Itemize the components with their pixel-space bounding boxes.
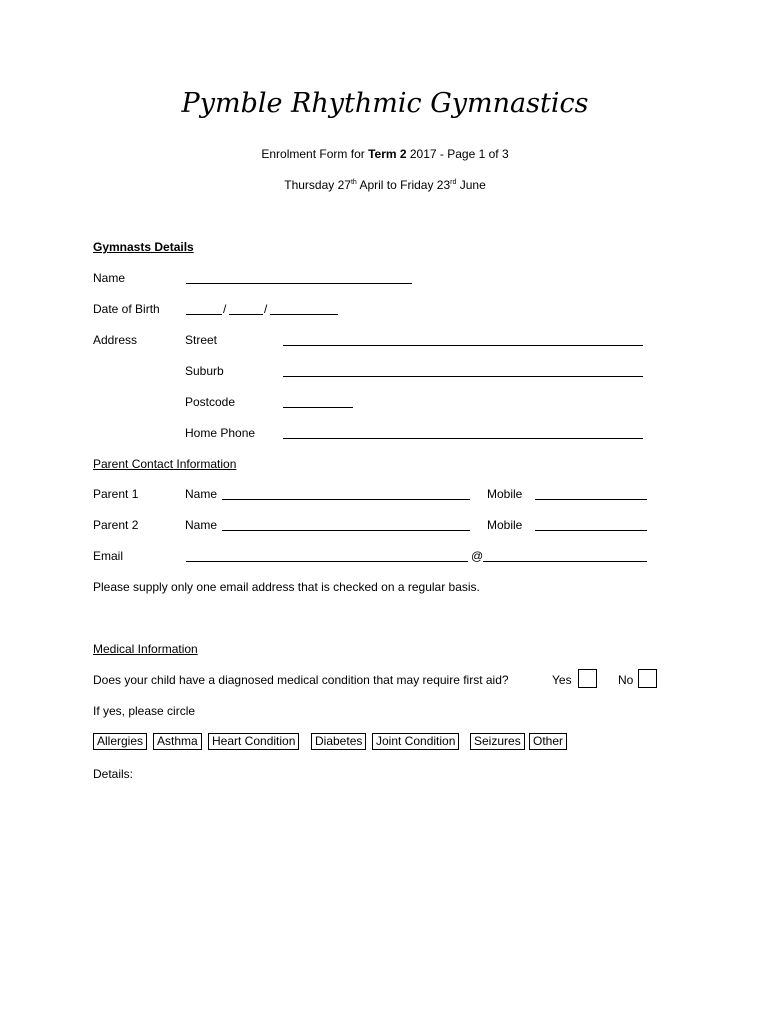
street-label: Street [185, 333, 218, 347]
yes-label: Yes [552, 673, 572, 687]
email-domain-field[interactable] [483, 550, 647, 562]
parent1-mobile-field[interactable] [535, 488, 647, 500]
option-seizures[interactable]: Seizures [470, 733, 525, 750]
medical-heading: Medical Information [93, 642, 198, 656]
option-asthma[interactable]: Asthma [153, 733, 202, 750]
postcode-field[interactable] [283, 396, 353, 408]
dates-part2: April to Friday 23 [356, 178, 451, 192]
suburb-field[interactable] [283, 365, 643, 377]
parent1-name-field[interactable] [222, 488, 470, 500]
address-label: Address [93, 333, 138, 347]
dates-sup2: rd [450, 179, 457, 186]
email-at-sign: @ [471, 549, 484, 563]
street-field[interactable] [283, 334, 643, 346]
dob-label: Date of Birth [93, 302, 160, 316]
parent2-name-label: Name [185, 518, 218, 532]
option-joint-condition[interactable]: Joint Condition [372, 733, 459, 750]
parent2-mobile-field[interactable] [535, 519, 647, 531]
dob-day-field[interactable] [186, 303, 222, 315]
no-label: No [618, 673, 634, 687]
parent1-name-label: Name [185, 487, 218, 501]
option-diabetes[interactable]: Diabetes [311, 733, 366, 750]
postcode-label: Postcode [185, 395, 236, 409]
email-user-field[interactable] [186, 550, 468, 562]
parent2-name-field[interactable] [222, 519, 470, 531]
yes-checkbox[interactable] [578, 669, 597, 688]
home-phone-field[interactable] [283, 427, 643, 439]
subtitle-suffix: 2017 - Page 1 of 3 [406, 147, 509, 161]
dates-sup1: th [350, 179, 357, 186]
term-dates [0, 177, 770, 193]
gymnast-name-label: Name [93, 271, 126, 285]
parent-contact-heading: Parent Contact Information [93, 457, 237, 471]
subtitle-prefix: Enrolment Form for [261, 147, 369, 161]
dob-separator: / [264, 302, 268, 316]
suburb-label: Suburb [185, 364, 224, 378]
dob-year-field[interactable] [270, 303, 338, 315]
email-label: Email [93, 549, 124, 563]
gymnast-name-field[interactable] [186, 272, 412, 284]
dob-separator: / [223, 302, 227, 316]
dates-part3: June [456, 178, 486, 192]
subtitle-term: Term 2 [368, 147, 407, 161]
option-allergies[interactable]: Allergies [93, 733, 147, 750]
details-label: Details: [93, 767, 134, 781]
dob-month-field[interactable] [229, 303, 263, 315]
parent2-label: Parent 2 [93, 518, 139, 532]
form-title: Pymble Rhythmic Gymnastics [181, 88, 589, 119]
medical-question: Does your child have a diagnosed medical condition that may require first aid? [93, 673, 509, 687]
circle-prompt: If yes, please circle [93, 704, 196, 718]
option-heart-condition[interactable]: Heart Condition [208, 733, 299, 750]
parent2-mobile-label: Mobile [487, 518, 523, 532]
parent1-label: Parent 1 [93, 487, 139, 501]
form-subtitle [0, 146, 770, 162]
option-other[interactable]: Other [529, 733, 567, 750]
parent1-mobile-label: Mobile [487, 487, 523, 501]
no-checkbox[interactable] [638, 669, 657, 688]
gymnast-details-heading: Gymnasts Details [93, 240, 194, 254]
dates-part1: Thursday 27 [284, 178, 351, 192]
home-phone-label: Home Phone [185, 426, 256, 440]
email-note: Please supply only one email address that is checked on a regular basis. [93, 580, 480, 594]
